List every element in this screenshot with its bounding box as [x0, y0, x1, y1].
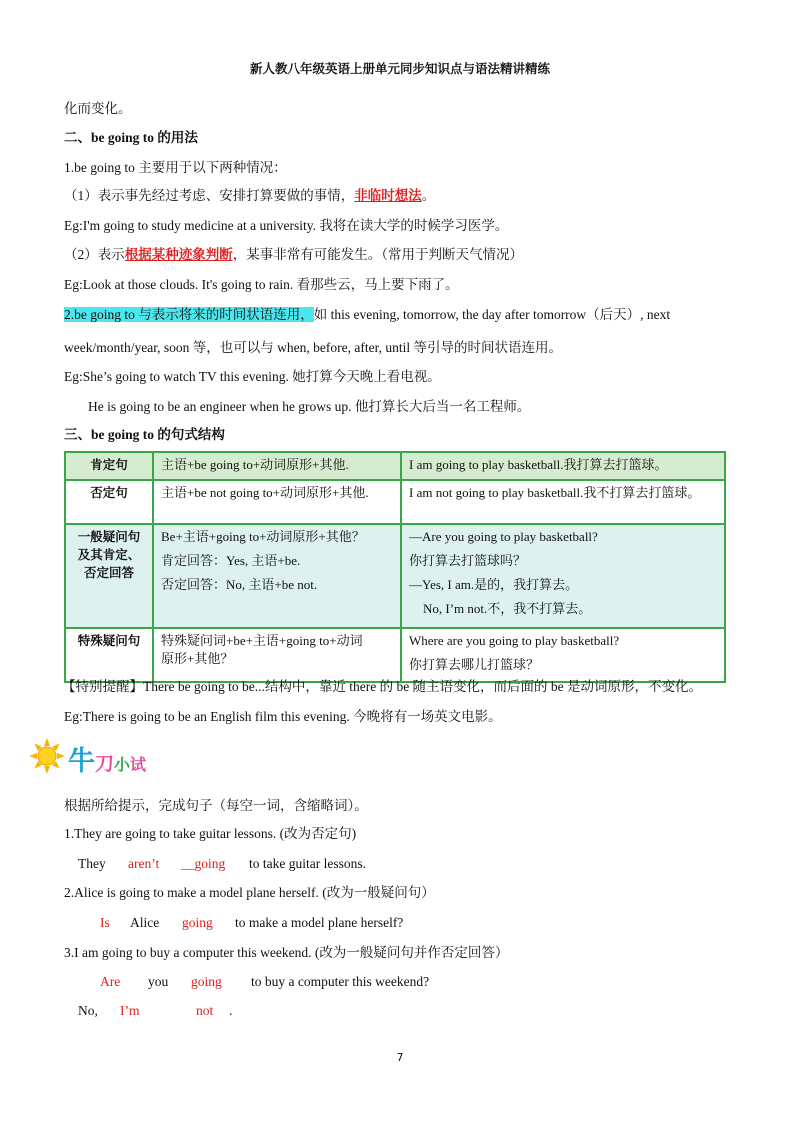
p2-emphasis: 非临时想法: [354, 188, 422, 203]
example-line: —Yes, I am.是的，我打算去。: [409, 577, 579, 592]
rule-cell: 主语+be not going to+动词原形+其他.: [153, 480, 401, 524]
answer-blank: aren’t: [128, 856, 160, 871]
rule-line: Be+主语+going to+动词原形+其他？: [161, 529, 365, 544]
answer-3: [100, 973, 429, 991]
example-cell: [401, 628, 725, 682]
p4-text: （2）表示: [64, 247, 125, 262]
exercise-intro: 根据所给提示，完成句子（每空一词，含缩略词）。: [64, 798, 368, 813]
example-line: No, I’m not.不，我不打算去。: [423, 601, 592, 616]
page-number: 7: [396, 1051, 404, 1064]
section-2-title: 二、be going to 的用法: [64, 130, 198, 145]
logo-char: 刀: [95, 753, 115, 775]
p6-text: 如 this evening, tomorrow, the day after tomorrow（后天）, next: [313, 307, 671, 322]
paragraph-2: [64, 187, 435, 205]
rule-line: 肯定回答：Yes, 主语+be.: [161, 553, 301, 568]
paragraph-8: Eg:She’s going to watch TV this evening. 她打算今天晚上看电视。: [64, 369, 441, 384]
rule-line: 特殊疑问词+be+主语+going to+动词: [161, 633, 363, 648]
question-3: 3.I am going to buy a computer this weekend. (改为一般疑问句并作否定回答）: [64, 945, 509, 960]
table-row: [65, 452, 725, 480]
structure-table: [64, 451, 726, 683]
header-line: 及其肯定、: [77, 547, 141, 562]
answer-word: to buy a computer this weekend?: [251, 974, 430, 989]
row-header-question: [65, 524, 153, 628]
answer-blank: going: [191, 974, 222, 989]
example-line: Where are you going to play basketball?: [409, 633, 620, 648]
answer-word: you: [148, 974, 169, 989]
answer-word: No,: [78, 1003, 98, 1018]
example-text: I am not going to play basketball.我不打算去打篮球。: [409, 485, 701, 500]
continued-line: 化而变化。: [64, 101, 132, 116]
answer-blank: I’m: [120, 1003, 140, 1018]
paragraph-6: [64, 306, 670, 324]
answer-2: [100, 914, 403, 932]
paragraph-4: [64, 246, 523, 264]
row-header-wh-question: 特殊疑问句: [65, 628, 153, 682]
rule-cell: [153, 524, 401, 628]
answer-word: to take guitar lessons.: [249, 856, 366, 871]
example-cell: [401, 524, 725, 628]
page-header: 新人教八年级英语上册单元同步知识点与语法精讲精练: [249, 61, 550, 76]
row-header-affirmative: 肯定句: [65, 452, 153, 480]
answer-blank: Is: [100, 915, 110, 930]
p4-end: ，某事非常有可能发生。（常用于判断天气情况）: [232, 247, 523, 262]
example-cell: [401, 480, 725, 524]
answer-word: Alice: [130, 915, 160, 930]
answer-4: [78, 1002, 232, 1020]
table-row: [65, 480, 725, 524]
answer-blank: not: [196, 1003, 214, 1018]
example-line: 你打算去哪儿打篮球？: [409, 657, 540, 672]
table-row: [65, 628, 725, 682]
question-2: 2.Alice is going to make a model plane herself. (改为一般疑问句）: [64, 885, 435, 900]
logo-char: 小: [114, 755, 131, 774]
paragraph-5: Eg:Look at those clouds. It's going to rain. 看那些云，马上要下雨了。: [64, 277, 459, 292]
example-line: —Are you going to play basketball?: [409, 529, 598, 544]
example-cell: I am going to play basketball.我打算去打篮球。: [401, 452, 725, 480]
row-header-negative: 否定句: [65, 480, 153, 524]
answer-blank: Are: [100, 974, 121, 989]
answer-word: They: [78, 856, 106, 871]
answer-word: to make a model plane herself?: [235, 915, 404, 930]
paragraph-3: Eg:I'm going to study medicine at a university. 我将在读大学的时候学习医学。: [64, 218, 509, 233]
table-row: [65, 524, 725, 628]
p2-text: （1）表示事先经过考虑、安排打算要做的事情，: [64, 188, 355, 203]
tip-example: Eg:There is going to be an English film this evening. 今晚将有一场英文电影。: [64, 709, 502, 724]
paragraph-7: week/month/year, soon 等，也可以与 when, before, after, until 等引导的时间状语连用。: [64, 340, 562, 355]
section-3-title: 三、be going to 的句式结构: [64, 427, 225, 442]
answer-1: [78, 855, 366, 873]
rule-cell: [153, 628, 401, 682]
special-tip: 【特别提醒】There be going to be...结构中，靠近 there 的 be 随主语变化，而后面的 be 是动词原形，不变化。: [62, 679, 703, 694]
p6-highlight: 2.be going to 与表示将来的时间状语连用，: [64, 307, 314, 322]
rule-line: 否定回答：No, 主语+be not.: [161, 577, 318, 592]
logo-char: 牛: [68, 746, 95, 777]
paragraph-9: He is going to be an engineer when he grows up. 他打算长大后当一名工程师。: [88, 399, 531, 414]
rule-line: 原形+其他？: [161, 651, 234, 666]
p4-emphasis: 根据某种迹象判断: [124, 247, 233, 262]
logo-char: 试: [130, 755, 147, 774]
answer-word: .: [229, 1003, 233, 1018]
header-line: 否定回答: [83, 565, 134, 580]
example-line: 你打算去打篮球吗？: [409, 553, 527, 568]
paragraph-1: 1.be going to 主要用于以下两种情况：: [64, 160, 287, 175]
answer-blank: going: [182, 915, 213, 930]
question-1: 1.They are going to take guitar lessons. (改为否定句): [64, 826, 357, 841]
p2-end: 。: [421, 188, 436, 203]
rule-cell: 主语+be going to+动词原形+其他.: [153, 452, 401, 480]
section-logo: [68, 739, 146, 778]
answer-blank: __going: [181, 856, 226, 871]
header-line: 一般疑问句: [77, 529, 141, 544]
